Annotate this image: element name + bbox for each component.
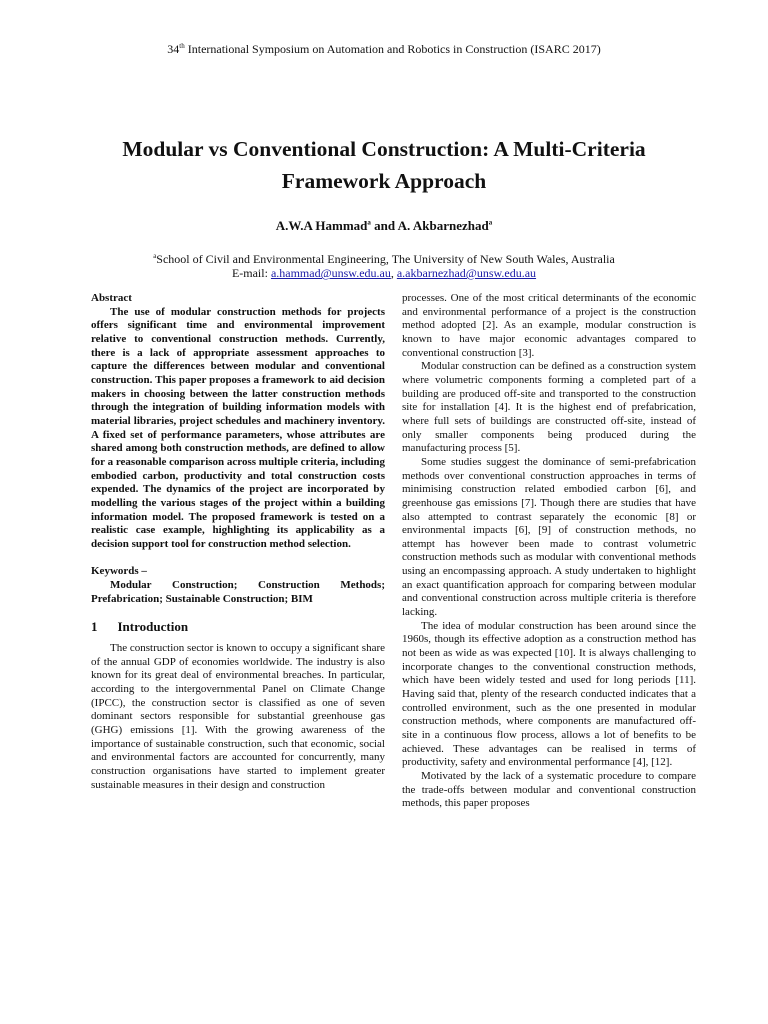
section-number: 1 (91, 619, 98, 635)
abstract-heading: Abstract (91, 292, 132, 304)
author-1-affil-mark: a (367, 218, 371, 227)
email-separator: , (390, 266, 397, 280)
spacer (91, 551, 385, 565)
right-column (402, 292, 696, 811)
author-conjunction: and (370, 218, 398, 233)
affiliation-block (0, 249, 768, 280)
author-2-affil-mark: a (488, 218, 493, 227)
author-1: A.W.A Hammad (275, 218, 368, 233)
affiliation-text: School of Civil and Environmental Engineering, The University of New South Wales, Australia (156, 252, 615, 266)
abstract-text: The use of modular construction methods for projects offers significant time and environmental improvement relative to conventional construction methods. Currently, there is a lack of appropriate assessment approaches to capture the differences between modular and conventional construction. This paper proposes a framework to aid decision makers in choosing between the latter construction methods through the integration of building information models with material libraries, project schedules and machinery inventory. A fixed set of performance parameters, whose attributes are shared among both construction methods, are defined to allow for a reasonable comparison across multiple criteria, including embodied carbon, productivity and total construction costs expended. The dynamics of the project are incorporated by modelling the various stages of the project within a building information model. The proposed framework is tested on a realistic case example, highlighting its applicability as a decision support tool for construction method selection. (91, 305, 385, 550)
right-paragraph-4: Motivated by the lack of a systematic procedure to compare the trade-offs between modular and conventional construction methods, this paper proposes (402, 769, 696, 810)
author-list (0, 218, 768, 234)
left-column (91, 292, 385, 792)
paper-title (70, 133, 698, 197)
title-line-2: Framework Approach (281, 169, 487, 193)
conference-header (0, 42, 768, 57)
affiliation (0, 249, 768, 266)
affiliation-mark: a (153, 252, 157, 260)
intro-paragraph: The construction sector is known to occupy a significant share of the annual GDP of economies worldwide. The industry is also known for its great deal of environmental breaches. In particular, according to the intergovernmental Panel on Climate Change (IPCC), the construction sector is classified as one of seven dominant sectors responsible for substantial greenhouse gas (GHG) emissions [1]. With the growing awareness of the importance of sustainable construction, such that economic, social and environmental factors are accounted for concurrently, many construction organisations have started to implement greater sustainable measures in their design and construction (91, 642, 385, 791)
email-link-1[interactable]: a.hammad@unsw.edu.au (270, 266, 391, 280)
keywords-text: Modular Construction; Construction Methods; Prefabrication; Sustainable Construction; BIM (91, 579, 385, 605)
right-paragraph-2: Some studies suggest the dominance of semi-prefabrication methods over conventional construction approaches in terms of minimising construction related embodied carbon [6], and greenhouse gas emissions [7]. Though there are studies that have also attempted to contrast separately the economic [8] or environmental impacts [6], [9] of construction methods, no attempt has however been made to contrast volumetric construction methods such as modular with conventional methods using an encompassing approach. A study undertaken to highlight an exact quantification approach for comparing between modular and conventional construction across multiple criteria is therefore lacking. (402, 455, 696, 619)
email-link-2[interactable]: a.akbarnezhad@unsw.edu.au (396, 266, 537, 280)
right-paragraph-1: Modular construction can be defined as a construction system where volumetric components forming a completed part of a building are produced off-site and transported to the construction site for installation [4]. It is the highest end of prefabrication, where full sets of buildings are constructed off-site, instead of only smaller components being produced during the manufacturing process [5]. (402, 360, 696, 455)
title-line-1: Modular vs Conventional Construction: A Multi-Criteria (122, 137, 646, 161)
conference-ordinal: th (179, 42, 185, 50)
conference-number: 34 (167, 42, 180, 56)
section-title: Introduction (117, 619, 189, 635)
right-paragraph-3: The idea of modular construction has been around since the 1960s, though its effective adoption as a construction method has not been as wide as was expected [10]. It is always challenging to incorporate changes to the conventional construction methods, which have been widely tested and used for long periods [11]. Having said that, plenty of the research conducted indicates that a controlled environment, such as the one presented in modular construction methods, where components are manufactured off-site in a continuous flow process, allows a lot of benefits to be achieved. These advantages can be realised in terms of productivity, safety and environmental performance [4], [12]. (402, 619, 696, 769)
section-heading (91, 620, 385, 634)
conference-name: International Symposium on Automation and Robotics in Construction (ISARC 2017) (184, 42, 601, 56)
email-label: E-mail: (231, 266, 271, 280)
author-2: A. Akbarnezhad (397, 218, 489, 233)
email-line (0, 266, 768, 280)
keywords-heading: Keywords – (91, 565, 147, 578)
right-paragraph-0: processes. One of the most critical determinants of the economic and environmental performance of a project is the construction method adopted [2]. As an example, modular construction is known to have major economic advantages compared to conventional construction [3]. (402, 292, 696, 359)
